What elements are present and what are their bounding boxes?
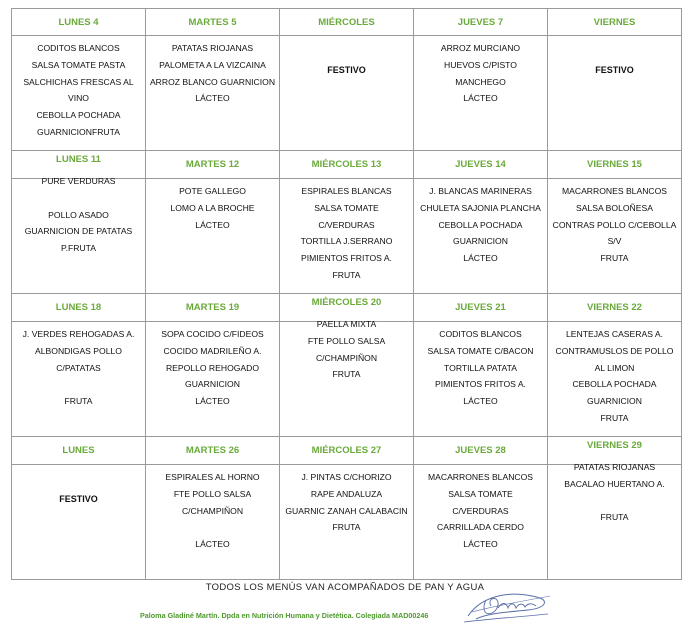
day-header: MARTES 12 bbox=[146, 151, 280, 179]
menu-cell bbox=[280, 179, 414, 294]
menu-dish: FRUTA bbox=[332, 269, 361, 280]
menu-cell bbox=[414, 36, 548, 151]
menu-dish: PATATAS RIOJANAS bbox=[573, 462, 656, 472]
day-header: JUEVES 7 bbox=[414, 8, 548, 36]
menu-dish: CODITOS BLANCOS bbox=[37, 43, 120, 53]
menu-cell bbox=[146, 322, 280, 437]
holiday-cell bbox=[280, 36, 414, 151]
menu-dish: LENTEJAS CASERAS A. bbox=[566, 329, 663, 339]
menu-dish: PALOMETA A LA VIZCAINA bbox=[159, 59, 266, 70]
menu-dish: LÁCTEO bbox=[195, 219, 230, 230]
menu-dish: REPOLLO REHOGADO bbox=[165, 362, 260, 373]
menu-dish: SALSA TOMATE C/BACON bbox=[427, 345, 534, 356]
menu-dish: FTE POLLO SALSA bbox=[307, 335, 386, 346]
holiday-cell bbox=[548, 36, 682, 151]
menu-dish: CEBOLLA POCHADA bbox=[438, 219, 523, 230]
signature-icon bbox=[458, 586, 554, 626]
menu-dish: J. BLANCAS MARINERAS bbox=[429, 186, 532, 196]
menu-cell bbox=[548, 453, 682, 580]
menu-dish: ARROZ BLANCO GUARNICION bbox=[149, 76, 276, 87]
menu-dish: LÁCTEO bbox=[463, 253, 498, 264]
menu-cell bbox=[280, 465, 414, 580]
menu-dish: FRUTA bbox=[332, 522, 361, 533]
menu-cell bbox=[548, 179, 682, 294]
menu-dish: LÁCTEO bbox=[463, 539, 498, 550]
menu-dish: J. VERDES REHOGADAS A. bbox=[22, 329, 135, 339]
menu-dish: SALSA TOMATE bbox=[314, 202, 379, 213]
day-header: MARTES 5 bbox=[146, 8, 280, 36]
menu-dish: POLLO ASADO bbox=[48, 209, 109, 220]
menu-dish: S/V bbox=[607, 236, 622, 247]
menu-cell bbox=[414, 322, 548, 437]
day-header: MIÉRCOLES bbox=[280, 8, 414, 36]
menu-dish: PATATAS RIOJANAS bbox=[171, 43, 254, 53]
menu-dish: J. PINTAS C/CHORIZO bbox=[301, 472, 392, 482]
menu-dish: LÁCTEO bbox=[195, 539, 230, 550]
menu-dish: GUARNICIONFRUTA bbox=[37, 126, 120, 137]
menu-dish: PIMIENTOS FRITOS A. bbox=[435, 379, 526, 390]
day-header: VIERNES 29 bbox=[548, 437, 682, 465]
menu-dish: CEBOLLA POCHADA bbox=[572, 379, 657, 390]
menu-dish: LÁCTEO bbox=[195, 93, 230, 104]
menu-dish: HUEVOS C/PISTO bbox=[444, 59, 517, 70]
menu-dish: PAELLA MIXTA bbox=[316, 319, 377, 329]
menu-dish: SALSA TOMATE bbox=[448, 488, 513, 499]
day-header: MIÉRCOLES 13 bbox=[280, 151, 414, 179]
holiday-label: FESTIVO bbox=[59, 494, 98, 504]
menu-calendar-grid bbox=[11, 8, 682, 561]
day-header: JUEVES 28 bbox=[414, 437, 548, 465]
holiday-label: FESTIVO bbox=[327, 65, 366, 75]
menu-dish: C/CHAMPIÑON bbox=[315, 352, 378, 363]
menu-dish: MANCHEGO bbox=[455, 76, 506, 87]
menu-dish: SALCHICHAS FRESCAS AL bbox=[23, 76, 134, 87]
menu-cell bbox=[548, 322, 682, 437]
menu-dish: LOMO A LA BROCHE bbox=[170, 202, 255, 213]
menu-dish: GUARNICION bbox=[185, 379, 240, 390]
menu-dish: GUARNICION bbox=[453, 236, 508, 247]
menu-cell bbox=[146, 36, 280, 151]
menu-dish: FRUTA bbox=[332, 369, 361, 380]
menu-dish: GUARNICION bbox=[587, 396, 642, 407]
menu-cell bbox=[146, 179, 280, 294]
menu-dish: PURE VERDURAS bbox=[41, 176, 116, 186]
menu-dish: FRUTA bbox=[600, 412, 629, 423]
menu-dish: CODITOS BLANCOS bbox=[439, 329, 522, 339]
day-header: VIERNES 15 bbox=[548, 151, 682, 179]
menu-dish: C/VERDURAS bbox=[452, 505, 509, 516]
menu-dish: POTE GALLEGO bbox=[179, 186, 246, 196]
menu-dish: SALSA BOLOÑESA bbox=[576, 202, 653, 213]
day-header: MARTES 26 bbox=[146, 437, 280, 465]
day-header: MARTES 19 bbox=[146, 294, 280, 322]
menu-dish: PIMIENTOS FRITOS A. bbox=[301, 253, 392, 264]
menu-dish: LÁCTEO bbox=[463, 396, 498, 407]
menu-dish: TORTILLA PATATA bbox=[444, 362, 517, 373]
day-header: JUEVES 14 bbox=[414, 151, 548, 179]
menu-dish: CEBOLLA POCHADA bbox=[36, 110, 121, 121]
menu-dish: CONTRAS POLLO C/CEBOLLA bbox=[552, 219, 677, 230]
day-header: LUNES 18 bbox=[11, 294, 146, 322]
menu-cell bbox=[146, 465, 280, 580]
day-header: MIÉRCOLES 20 bbox=[280, 294, 414, 322]
menu-dish: VINO bbox=[67, 93, 89, 104]
menu-dish: MACARRONES BLANCOS bbox=[561, 186, 668, 196]
menu-dish: TORTILLA J.SERRANO bbox=[300, 236, 393, 247]
menu-dish: ESPIRALES AL HORNO bbox=[165, 472, 260, 482]
menu-cell bbox=[11, 322, 146, 437]
holiday-cell bbox=[11, 465, 146, 580]
menu-dish: CARRILLADA CERDO bbox=[437, 522, 524, 533]
menu-dish: CONTRAMUSLOS DE POLLO bbox=[555, 345, 674, 356]
menu-cell bbox=[280, 310, 414, 437]
menu-dish: FRUTA bbox=[64, 396, 93, 407]
menu-dish: CHULETA SAJONIA PLANCHA bbox=[420, 202, 541, 213]
menu-dish: AL LIMON bbox=[594, 362, 635, 373]
menu-cell bbox=[11, 36, 146, 151]
menu-dish: ESPIRALES BLANCAS bbox=[301, 186, 392, 196]
menu-dish: MACARRONES BLANCOS bbox=[427, 472, 534, 482]
bread-water-note: TODOS LOS MENÚS VAN ACOMPAÑADOS DE PAN Y AGUA bbox=[205, 582, 485, 593]
menu-dish: C/VERDURAS bbox=[318, 219, 375, 230]
day-header: VIERNES bbox=[548, 8, 682, 36]
menu-dish: LÁCTEO bbox=[463, 93, 498, 104]
menu-dish: LÁCTEO bbox=[195, 396, 230, 407]
day-header: LUNES 4 bbox=[11, 8, 146, 36]
menu-dish: BACALAO HUERTANO A. bbox=[564, 478, 665, 489]
menu-dish: GUARNICION DE PATATAS bbox=[24, 226, 133, 237]
day-header: LUNES bbox=[11, 437, 146, 465]
menu-dish: C/CHAMPIÑON bbox=[181, 505, 244, 516]
menu-dish: C/PATATAS bbox=[56, 362, 101, 373]
menu-cell bbox=[414, 465, 548, 580]
menu-dish: FRUTA bbox=[600, 253, 629, 264]
menu-dish: SALSA TOMATE PASTA bbox=[31, 59, 126, 70]
menu-dish: ALBONDIGAS POLLO bbox=[35, 345, 122, 356]
menu-dish: RAPE ANDALUZA bbox=[310, 488, 383, 499]
menu-dish: ARROZ MURCIANO bbox=[440, 43, 521, 53]
menu-dish: FTE POLLO SALSA bbox=[173, 488, 252, 499]
nutritionist-credit: Paloma Gladiné Martín. Dpda en Nutrición Humana y Dietética. Colegiada MAD00246 bbox=[140, 611, 429, 620]
menu-dish: FRUTA bbox=[600, 512, 629, 523]
menu-dish: SOPA COCIDO C/FIDEOS bbox=[161, 329, 264, 339]
menu-dish: COCIDO MADRILEÑO A. bbox=[163, 345, 262, 356]
menu-cell bbox=[414, 179, 548, 294]
menu-dish: P.FRUTA bbox=[60, 243, 97, 254]
holiday-label: FESTIVO bbox=[595, 65, 634, 75]
day-header: VIERNES 22 bbox=[548, 294, 682, 322]
day-header: JUEVES 21 bbox=[414, 294, 548, 322]
menu-dish: GUARNIC ZANAH CALABACIN bbox=[285, 505, 408, 516]
menu-cell bbox=[11, 167, 146, 294]
day-header: MIÉRCOLES 27 bbox=[280, 437, 414, 465]
day-header: LUNES 11 bbox=[11, 151, 146, 179]
